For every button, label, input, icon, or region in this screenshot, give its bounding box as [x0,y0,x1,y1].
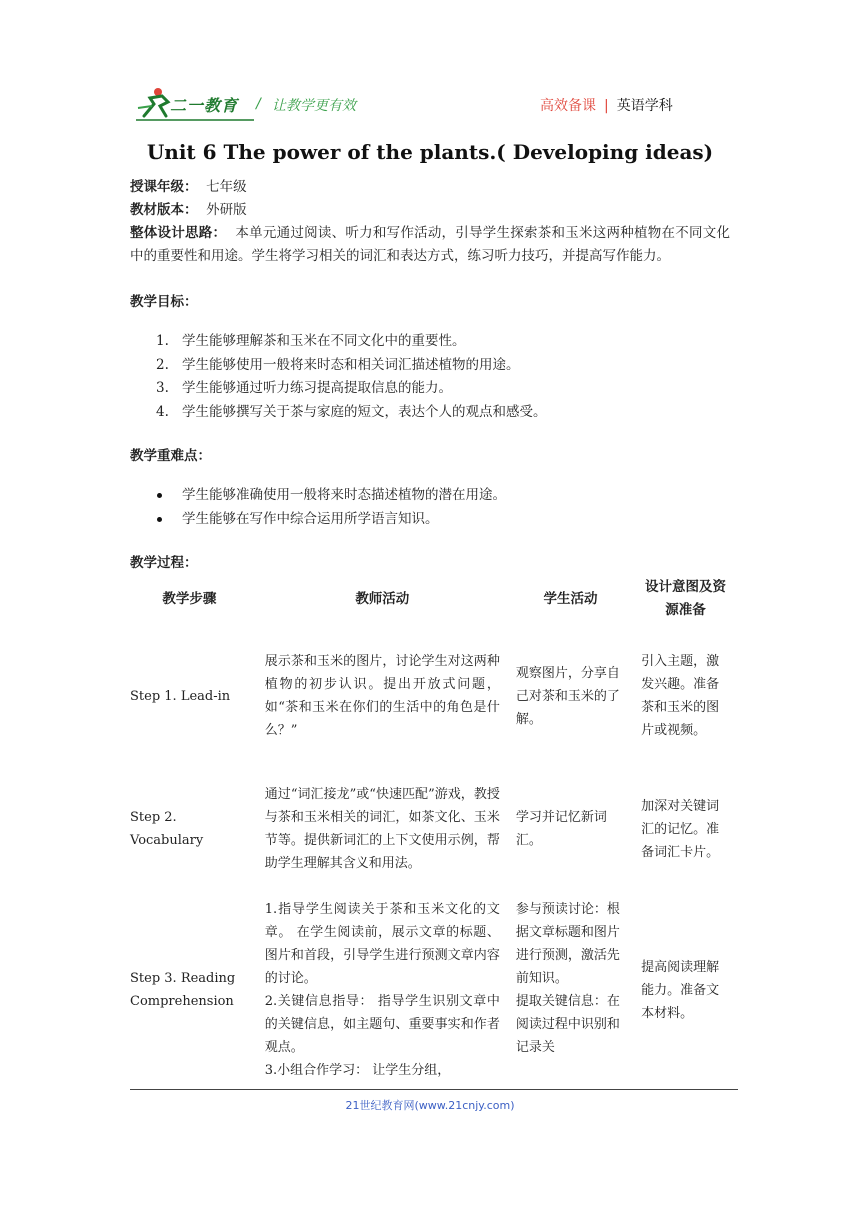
page-header [0,0,860,140]
list-item [130,354,730,378]
bullet-icon [157,493,162,498]
list-item [130,401,730,425]
item-text: 学生能够通过听力练习提高提取信息的能力。 [182,380,452,396]
item-text: 学生能够理解茶和玉米在不同文化中的重要性。 [182,333,466,349]
item-text: 学生能够使用一般将来时态和相关词汇描述植物的用途。 [182,356,520,373]
item-text: 学生能够在写作中综合运用所学语言知识。 [182,510,439,527]
student-cell: 观察图片，分享自己对茶和玉米的了解。 [515,665,620,727]
item-number: 3. [156,380,169,396]
document-title: Unit 6 The power of the plants.( Developing ideas) [146,140,714,164]
process-heading: 教学过程： [130,555,198,571]
student-cell: 参与预读讨论：根据文章标题和图片进行预测，激活先前知识。 提取关键信息：在阅读过程中识别和记录关 [515,902,620,1055]
column-header: 学生活动 [543,590,598,607]
grade-label: 授课年级： [130,179,198,195]
column-header: 教学步骤 [162,590,217,607]
item-number: 2. [156,356,169,373]
list-item [130,484,730,508]
header-divider: | [604,98,609,114]
header-right [540,95,673,115]
edition-value: 外研版 [206,202,247,218]
design-label: 整体设计思路： [130,225,227,241]
list-item [130,508,730,532]
item-number: 1. [156,333,169,349]
teacher-cell: 1.指导学生阅读关于茶和玉米文化的文章。 在学生阅读前，展示文章的标题、图片和首段，引导学生进行预测文章内容的讨论。 2.关键信息指导： 指导学生识别文章中的关键信息，如主题句、重要事实和作者观点。 3.小组合作学习： 让学生分组， [264,902,500,1078]
item-text: 学生能够准确使用一般将来时态描述植物的潜在用途。 [182,487,506,503]
footer-divider [130,1089,738,1090]
purpose-cell: 提高阅读理解能力。准备文本材料。 [641,959,720,1021]
teacher-cell: 展示茶和玉米的图片，讨论学生对这两种植物的初步认识。提出开放式问题，如“茶和玉米在你们的生活中的角色是什么？” [264,654,500,738]
grade-value: 七年级 [206,179,247,195]
keypoints-list [130,484,730,531]
objectives-heading: 教学目标： [130,294,198,310]
step-cell: Step 1. Lead-in [130,688,231,704]
header-separator: / [256,96,261,112]
step-cell: Step 2. Vocabulary [130,810,204,848]
teacher-cell: 通过“词汇接龙”或“快速匹配”游戏，教授与茶和玉米相关的词汇，如茶文化、玉米节等。提供新词汇的上下文使用示例，帮助学生理解其含义和用法。 [264,787,500,871]
design-paragraph [130,222,730,268]
design-text: 本单元通过阅读、听力和写作活动，引导学生探索茶和玉米这两种植物在不同文化中的重要性和用途。学生将学习相关的词汇和表达方式，练习听力技巧，并提高写作能力。 [130,225,731,264]
purpose-cell: 引入主题，激发兴趣。准备茶和玉米的图片或视频。 [641,654,720,738]
list-item [130,330,730,354]
edition-line [130,199,730,222]
header-slogan: 让教学更有效 [272,98,356,114]
edition-label: 教材版本： [130,202,198,218]
bullet-icon [157,517,162,522]
table-row [122,766,738,892]
column-header: 设计意图及资源准备 [645,579,727,618]
header-subject: 英语学科 [616,98,673,114]
purpose-cell: 加深对关键词汇的记忆。准备词汇卡片。 [641,798,720,860]
grade-line [130,176,730,199]
step-cell: Step 3. Reading Comprehension [130,971,236,1009]
objectives-list [130,330,730,424]
keypoints-heading: 教学重难点： [130,448,211,464]
footer-text: 21世纪教育网(www.21cnjy.com) [345,1099,515,1112]
header-tag: 高效备课 [540,98,596,114]
item-number: 4. [156,403,169,420]
table-row [122,626,738,766]
process-table [122,572,738,1088]
list-item [130,377,730,401]
item-text: 学生能够撰写关于茶与家庭的短文，表达个人的观点和感受。 [182,403,547,420]
table-row [122,892,738,1088]
table-header-row [122,572,738,626]
column-header: 教师活动 [355,590,410,607]
student-cell: 学习并记忆新词汇。 [515,810,607,848]
logo-text: 二一教育 [170,96,239,115]
